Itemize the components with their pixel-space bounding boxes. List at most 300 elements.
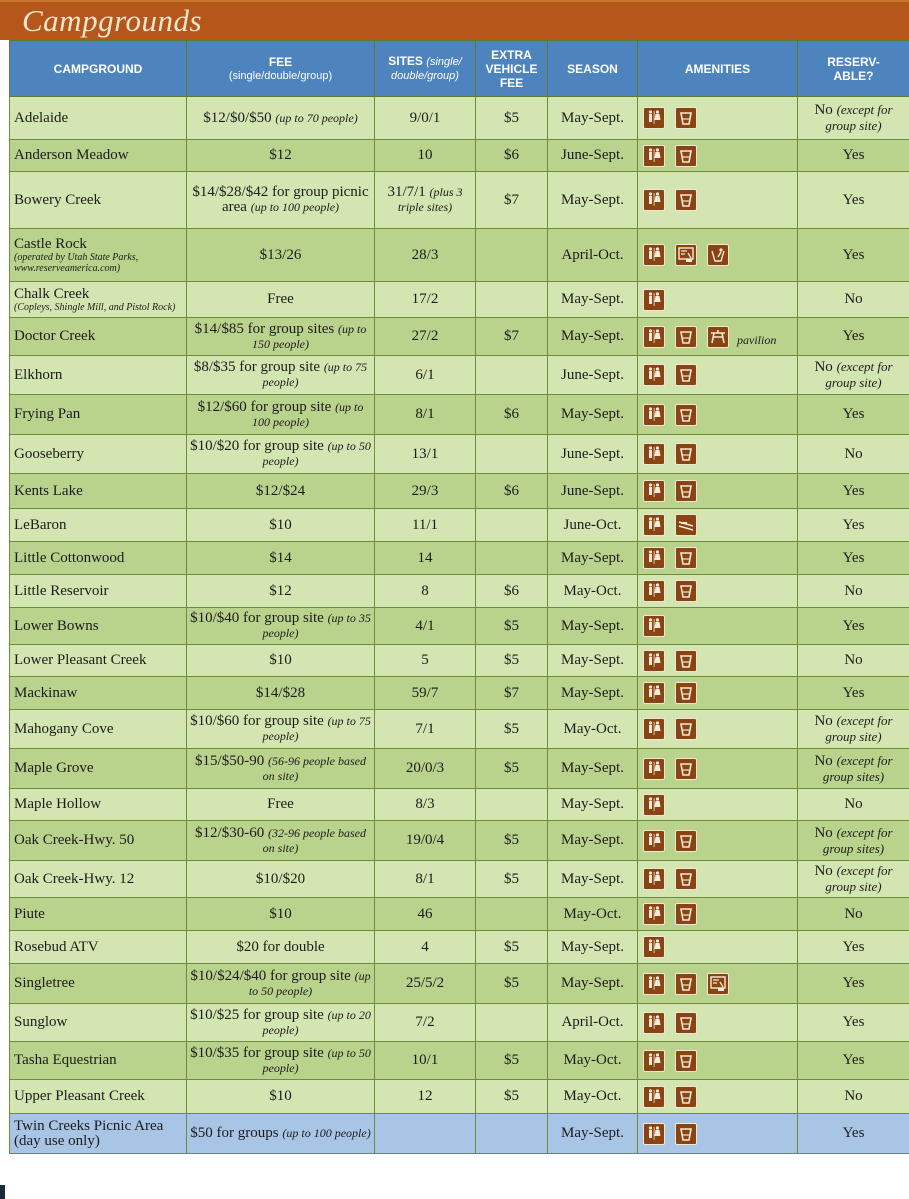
reservable-cell [798,1004,909,1042]
amenities-cell [638,282,798,318]
fee-value: $10/$24/$40 for group site [190,968,350,984]
fee-cell [187,509,375,542]
restroom-icon [643,443,665,465]
table-row [10,645,909,677]
campground-note: (Copleys, Shingle Mill, and Pistol Rock) [14,302,183,313]
water-icon [675,547,697,569]
campground-name: Sunglow [14,1014,67,1030]
campground-name: Little Reservoir [14,583,109,599]
restroom-icon [643,107,665,129]
restroom-icon [643,615,665,637]
amenities-cell [638,509,798,542]
fee-value: $14/$28/$42 for group picnic area [192,184,368,215]
season-cell [548,1042,638,1080]
campground-cell [10,229,187,282]
sites-cell [375,356,476,395]
sites-cell [375,608,476,645]
sites-cell [375,861,476,898]
table-row [10,435,909,474]
sites-value: 19/0/4 [406,832,444,848]
season-value: May-Sept. [561,760,624,776]
reservable-value: No [844,291,862,307]
reservable-value: Yes [843,247,865,263]
campground-cell [10,789,187,821]
fee-value: $12 [269,147,292,163]
season-cell [548,474,638,509]
reservable-value: No [814,359,832,375]
table-row [10,749,909,789]
restroom-icon [643,289,665,311]
shower-icon [675,244,697,266]
sites-value: 11/1 [412,517,438,533]
header-sites-sub1: (single/ [426,56,461,68]
reservable-value: No [844,583,862,599]
campground-cell [10,1114,187,1154]
sites-value: 25/5/2 [406,975,444,991]
table-body [10,97,909,1154]
sites-cell [375,1004,476,1042]
fee-value: $12/$60 for group site [198,399,332,415]
season-cell [548,749,638,789]
season-cell [548,318,638,356]
table-row [10,474,909,509]
extra-vehicle-fee-cell [476,318,548,356]
reservable-note: (except for group sites) [823,825,893,856]
extra-vehicle-fee-cell [476,509,548,542]
table-row [10,356,909,395]
restroom-icon [643,1050,665,1072]
campground-name: Oak Creek-Hwy. 12 [14,871,134,887]
campground-name: Singletree [14,975,75,991]
water-icon [675,145,697,167]
sites-value: 12 [418,1088,433,1104]
fee-value: $50 for groups [190,1125,278,1141]
reservable-value: No [844,446,862,462]
fee-note: (up to 100 people) [282,1126,370,1140]
boat-ramp-icon [675,514,697,536]
extra-vehicle-fee-cell [476,898,548,931]
sites-value: 46 [418,906,433,922]
campground-name: Maple Hollow [14,796,101,812]
sites-value: 14 [418,550,433,566]
fee-cell [187,435,375,474]
reservable-value: No [844,1088,862,1104]
water-icon [675,1012,697,1034]
season-value: June-Sept. [561,483,624,499]
campground-cell [10,964,187,1004]
restroom-icon [643,682,665,704]
header-sites-sub2: double/group) [375,69,475,83]
water-icon [675,868,697,890]
campground-name: Chalk Creek [14,286,89,302]
reservable-value: Yes [843,328,865,344]
table-row [10,1004,909,1042]
extra-vehicle-fee-cell [476,435,548,474]
table-row [10,821,909,861]
table-row [10,172,909,229]
amenities-cell [638,645,798,677]
campground-name: Maple Grove [14,760,94,776]
campground-name: Mackinaw [14,685,77,701]
reservable-cell [798,172,909,229]
sites-value: 13/1 [412,446,439,462]
edge-stub [0,1185,5,1199]
sites-cell [375,821,476,861]
sites-cell [375,395,476,435]
extra-vehicle-fee-cell [476,931,548,964]
sites-cell [375,140,476,172]
extra-vehicle-fee-value: $5 [504,1088,519,1104]
season-cell [548,1004,638,1042]
water-icon [675,364,697,386]
fee-cell [187,1114,375,1154]
water-icon [675,480,697,502]
season-value: May-Sept. [561,685,624,701]
amenities-cell [638,608,798,645]
season-value: May-Sept. [561,550,624,566]
fee-value: $14/$85 for group sites [195,321,335,337]
extra-vehicle-fee-value: $5 [504,652,519,668]
campground-name: Gooseberry [14,446,84,462]
sites-note: (plus 3 triple sites) [398,185,463,214]
amenities-cell [638,710,798,749]
fee-note: (up to 150 people) [252,322,366,351]
reservable-value: Yes [843,483,865,499]
fee-cell [187,172,375,229]
fee-cell [187,318,375,356]
table-row [10,140,909,172]
amenities-cell [638,1080,798,1114]
header-extra-2: VEHICLE [476,62,547,76]
header-sites [375,41,476,97]
table-row [10,97,909,140]
season-value: May-Sept. [561,832,624,848]
season-value: May-Sept. [561,939,624,955]
campground-name: Castle Rock [14,236,87,252]
fee-value: $12/$24 [256,483,305,499]
extra-vehicle-fee-value: $5 [504,760,519,776]
amenities-cell [638,1114,798,1154]
sites-value: 8/1 [415,406,434,422]
restroom-icon [643,936,665,958]
fee-cell [187,677,375,710]
reservable-value: Yes [843,1014,865,1030]
season-value: May-Sept. [561,1125,624,1141]
fee-cell [187,749,375,789]
reservable-cell [798,964,909,1004]
water-icon [675,1086,697,1108]
reservable-cell [798,710,909,749]
extra-vehicle-fee-cell [476,282,548,318]
campground-name: Doctor Creek [14,328,95,344]
reservable-value: No [844,652,862,668]
fee-cell [187,608,375,645]
water-icon [675,903,697,925]
season-value: April-Oct. [561,1014,623,1030]
campground-cell [10,1004,187,1042]
campground-name: Lower Bowns [14,618,99,634]
campground-name: Kents Lake [14,483,83,499]
amenities-cell [638,1042,798,1080]
extra-vehicle-fee-cell [476,861,548,898]
header-reserv-2: ABLE? [798,69,909,83]
table-row [10,608,909,645]
sites-value: 31/7/1 [387,184,425,200]
water-icon [675,830,697,852]
sites-value: 9/0/1 [410,110,441,126]
sites-cell [375,789,476,821]
fee-value: $10/$20 [256,871,305,887]
season-value: June-Oct. [564,517,622,533]
season-value: May-Sept. [561,110,624,126]
header-amenities-label: AMENITIES [685,62,750,76]
amenities-cell [638,931,798,964]
restroom-icon [643,145,665,167]
sites-cell [375,318,476,356]
extra-vehicle-fee-cell [476,710,548,749]
fee-cell [187,931,375,964]
campground-name: Oak Creek-Hwy. 50 [14,832,134,848]
season-cell [548,282,638,318]
restroom-icon [643,547,665,569]
fee-value: $10/$20 for group site [190,438,324,454]
fee-value: $13/26 [260,247,302,263]
reservable-cell [798,509,909,542]
fee-note: (up to 100 people) [252,400,363,429]
campground-cell [10,435,187,474]
extra-vehicle-fee-cell [476,395,548,435]
table-row [10,395,909,435]
sites-cell [375,229,476,282]
season-cell [548,509,638,542]
extra-vehicle-fee-value: $6 [504,483,519,499]
campground-cell [10,318,187,356]
reservable-cell [798,97,909,140]
fee-cell [187,898,375,931]
shower-icon [707,973,729,995]
fee-note: (up to 75 people) [263,360,368,389]
amenities-cell [638,861,798,898]
fee-value: Free [267,291,294,307]
sites-cell [375,964,476,1004]
amenities-cell [638,542,798,575]
reservable-note: (except for group site) [825,359,892,390]
sites-value: 5 [421,652,429,668]
campground-name: LeBaron [14,517,66,533]
sites-cell [375,542,476,575]
fee-value: $8/$35 for group site [194,359,320,375]
campground-cell [10,861,187,898]
reservable-value: No [844,906,862,922]
table-row [10,710,909,749]
fee-cell [187,1042,375,1080]
restroom-icon [643,326,665,348]
fee-value: $12/$30-60 [195,825,264,841]
season-value: May-Sept. [561,291,624,307]
reservable-cell [798,356,909,395]
extra-vehicle-fee-value: $5 [504,1052,519,1068]
fee-value: $12 [269,583,292,599]
campground-cell [10,474,187,509]
fee-value: $10 [269,517,292,533]
amenities-cell [638,97,798,140]
season-value: June-Sept. [561,446,624,462]
sites-cell [375,645,476,677]
sites-cell [375,898,476,931]
extra-vehicle-fee-value: $7 [504,328,519,344]
extra-vehicle-fee-value: $7 [504,685,519,701]
fee-note: (up to 50 people) [263,439,371,468]
campground-name: Bowery Creek [14,192,101,208]
restroom-icon [643,903,665,925]
campgrounds-table [9,40,909,1154]
extra-vehicle-fee-cell [476,356,548,395]
restroom-icon [643,650,665,672]
sites-value: 6/1 [415,367,434,383]
sites-value: 10/1 [412,1052,439,1068]
reservable-cell [798,395,909,435]
amenities-cell [638,172,798,229]
sites-cell [375,931,476,964]
season-value: May-Sept. [561,871,624,887]
reservable-cell [798,821,909,861]
amenities-cell [638,474,798,509]
campground-name: Lower Pleasant Creek [14,652,146,668]
amenities-cell [638,229,798,282]
reservable-value: Yes [843,618,865,634]
sites-cell [375,575,476,608]
table-row [10,509,909,542]
reservable-value: Yes [843,685,865,701]
fee-value: $10/$35 for group site [190,1045,324,1061]
extra-vehicle-fee-value: $7 [504,192,519,208]
reservable-cell [798,931,909,964]
extra-vehicle-fee-cell [476,964,548,1004]
campground-name: Anderson Meadow [14,147,129,163]
season-value: June-Sept. [561,147,624,163]
reservable-value: No [814,102,832,118]
table-row [10,542,909,575]
extra-vehicle-fee-value: $5 [504,618,519,634]
extra-vehicle-fee-value: $5 [504,939,519,955]
campground-cell [10,140,187,172]
restroom-icon [643,794,665,816]
reservable-cell [798,789,909,821]
water-icon [675,758,697,780]
fee-note: (up to 20 people) [263,1008,371,1037]
campground-name: Frying Pan [14,406,80,422]
water-icon [675,1050,697,1072]
header-campground-label: CAMPGROUND [54,62,143,76]
campground-name: Elkhorn [14,367,62,383]
reservable-cell [798,140,909,172]
season-cell [548,608,638,645]
campground-name: Little Cottonwood [14,550,124,566]
reservable-note: (except for group sites) [823,753,893,784]
restroom-icon [643,758,665,780]
reservable-cell [798,1080,909,1114]
fee-value: $20 for double [236,939,324,955]
water-icon [675,973,697,995]
table-row [10,789,909,821]
header-fee-label: FEE [269,55,292,69]
amenities-cell [638,964,798,1004]
sites-cell [375,710,476,749]
fee-cell [187,1004,375,1042]
campground-cell [10,710,187,749]
reservable-cell [798,898,909,931]
sites-value: 29/3 [412,483,439,499]
reservable-note: (except for group site) [825,863,892,894]
water-icon [675,682,697,704]
season-cell [548,931,638,964]
season-value: May-Sept. [561,406,624,422]
reservable-cell [798,677,909,710]
amenities-cell [638,395,798,435]
extra-vehicle-fee-cell [476,645,548,677]
fee-cell [187,356,375,395]
reservable-value: No [814,863,832,879]
campground-cell [10,282,187,318]
header-sites-label: SITES [388,54,423,68]
fee-value: $10 [269,652,292,668]
amenities-cell [638,677,798,710]
dump-station-icon [707,244,729,266]
sites-cell [375,282,476,318]
amenities-cell [638,749,798,789]
fee-cell [187,542,375,575]
sites-value: 8/1 [415,871,434,887]
reservable-value: No [814,713,832,729]
reservable-note: (except for group site) [825,102,892,133]
reservable-cell [798,318,909,356]
sites-value: 27/2 [412,328,439,344]
restroom-icon [643,830,665,852]
reservable-value: Yes [843,975,865,991]
extra-vehicle-fee-value: $6 [504,583,519,599]
season-cell [548,542,638,575]
fee-cell [187,964,375,1004]
campground-name: Piute [14,906,45,922]
sites-value: 20/0/3 [406,760,444,776]
restroom-icon [643,1123,665,1145]
season-cell [548,435,638,474]
table-row [10,282,909,318]
fee-note: (up to 100 people) [251,200,339,214]
season-cell [548,140,638,172]
campground-cell [10,97,187,140]
reservable-value: Yes [843,1052,865,1068]
campground-name: Upper Pleasant Creek [14,1088,145,1104]
season-value: May-Oct. [564,583,622,599]
fee-value: $12/$0/$50 [203,110,271,126]
fee-cell [187,140,375,172]
table-row [10,318,909,356]
fee-value: Free [267,796,294,812]
extra-vehicle-fee-cell [476,1114,548,1154]
season-cell [548,645,638,677]
fee-cell [187,229,375,282]
fee-cell [187,97,375,140]
title-banner [0,0,909,42]
fee-value: $14/$28 [256,685,305,701]
table-row [10,861,909,898]
fee-note: (up to 70 people) [275,111,357,125]
amenities-cell [638,356,798,395]
reservable-cell [798,1042,909,1080]
water-icon [675,326,697,348]
reservable-value: Yes [843,192,865,208]
